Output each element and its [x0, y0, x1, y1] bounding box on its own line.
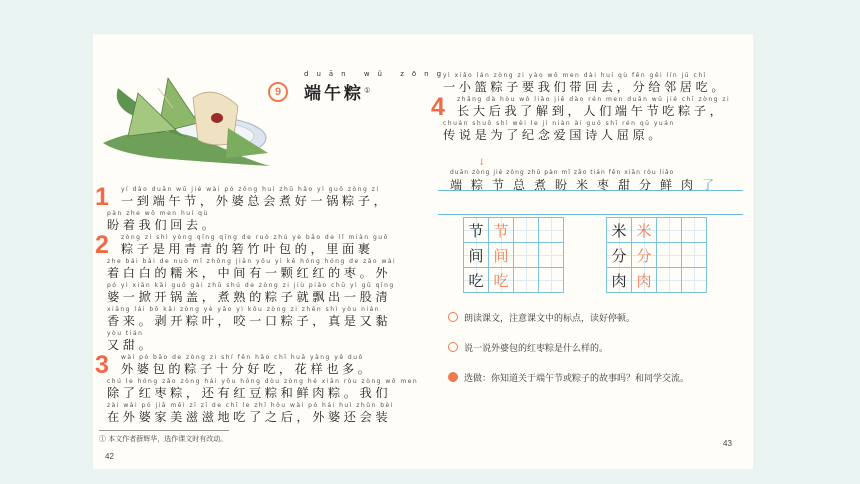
line-pinyin: zòng zi shì yòng qīng qīng de ruò zhú yè bāo de lǐ miàn guǒ — [121, 234, 389, 241]
grid-cell: 吃 — [489, 268, 514, 293]
vocab-highlight-char: 了 — [702, 178, 724, 192]
title-footnote-mark: ① — [364, 86, 374, 95]
line-text: 长大后我了解到，人们端午节吃粽子， — [457, 104, 726, 118]
line-pinyin: yí dào duān wǔ jié wài pó zǒng huì zhǔ hǎo yì guō zòng zi — [121, 186, 380, 193]
line-pinyin: pó yì xiān kāi guō gài zhǔ shú de zòng zi jiù piāo chū yì gǔ qīng — [107, 282, 395, 289]
exercise-text: 选做：你知道关于端午节或粽子的故事吗？和同学交流。 — [464, 374, 690, 384]
line-pinyin: zhǎng dà hòu wǒ liǎo jiě dào rén men duān wǔ jié chī zòng zi — [457, 96, 731, 103]
title-pinyin: duān wǔ zōng — [304, 70, 450, 78]
line-text: 着白白的糯米，中间有一颗红红的枣。外 — [107, 266, 392, 280]
lesson-number: 9 — [268, 82, 288, 102]
text-line — [121, 186, 389, 208]
line-pinyin: zài wài pó jiā měi zī zī de chī le zhī hòu wài pó hái huì zhǔn bèi — [107, 402, 394, 409]
text-line — [107, 402, 394, 424]
line-pinyin: yì xiǎo lán zòng zi yào wǒ men dài huí qù fēn gěi lín jū chī — [443, 72, 707, 79]
line-text: 粽子是用青青的箬竹叶包的，里面裹 — [121, 242, 374, 256]
grid-cell: 分 — [632, 243, 657, 268]
grid-cell — [514, 243, 539, 268]
pointer-mark-icon: ↓ — [478, 158, 486, 168]
grid-cell: 米 — [607, 218, 632, 243]
line-text: 婆一掀开锅盖，煮熟的粽子就飘出一股清 — [107, 290, 392, 304]
footnote: ① 本文作者薛辉华，选作课文时有改动。 — [99, 435, 228, 443]
vocab-rule-bottom — [438, 214, 743, 215]
line-pinyin: chú le hóng zǎo zòng hái yǒu hóng dòu zòng hé xiān ròu zòng wǒ men — [107, 378, 419, 385]
exercise-bullet-icon — [448, 372, 458, 382]
text-line — [107, 258, 396, 280]
line-text: 除了红枣粽，还有红豆粽和鲜肉粽。我们 — [107, 386, 392, 400]
grid-cell — [682, 243, 707, 268]
vocab-pinyin: duān zòng jié zǒng zhǔ pàn mǐ zǎo tián fēn xiān ròu liǎo — [450, 169, 675, 176]
line-text: 一到端午节，外婆总会煮好一锅粽子， — [121, 194, 390, 208]
line-text: 一小篮粽子要我们带回去，分给邻居吃。 — [443, 80, 728, 94]
exercise-item — [448, 341, 608, 354]
grid-cell — [682, 218, 707, 243]
footnote-divider — [99, 430, 229, 431]
grid-cell: 肉 — [607, 268, 632, 293]
exercise-item — [448, 311, 635, 324]
text-line — [107, 330, 154, 352]
vocab-chars-text: 端粽节总煮盼米枣甜分鲜肉 — [450, 178, 703, 192]
exercise-item — [448, 371, 689, 384]
line-pinyin: yòu tián — [107, 330, 144, 337]
grid-cell — [514, 218, 539, 243]
grid-cell — [539, 218, 564, 243]
text-line — [107, 210, 218, 232]
grid-cell: 肉 — [632, 268, 657, 293]
title-text: 端午粽 — [304, 84, 364, 104]
line-pinyin: chuán shuō shì wèi le jì niàn ài guó shī rén qū yuán — [443, 120, 675, 127]
paragraph-number: 1 — [95, 183, 109, 211]
grid-cell — [682, 268, 707, 293]
text-line — [121, 234, 389, 256]
line-pinyin: zhe bái bái de nuò mǐ zhōng jiān yǒu yì kē hóng hóng de zǎo wài — [107, 258, 397, 265]
paragraph-number: 4 — [431, 93, 445, 121]
writing-grid-right — [606, 217, 707, 293]
text-line — [443, 120, 675, 142]
text-line — [107, 306, 391, 328]
exercise-text: 说一说外婆包的红枣粽是什么样的。 — [464, 344, 609, 354]
grid-cell — [539, 268, 564, 293]
exercise-bullet-icon — [448, 312, 458, 322]
line-text: 外婆包的粽子十分好吃，花样也多。 — [121, 362, 374, 376]
grid-cell: 米 — [632, 218, 657, 243]
line-text: 传说是为了纪念爱国诗人屈原。 — [443, 128, 665, 142]
lesson-title — [304, 79, 373, 104]
exercise-bullet-icon — [448, 342, 458, 352]
line-pinyin: wài pó bāo de zòng zi shí fēn hǎo chī huā yàng yě duō — [121, 354, 364, 361]
grid-cell: 吃 — [464, 268, 489, 293]
grid-cell — [514, 268, 539, 293]
text-line — [107, 282, 395, 304]
writing-grid-left — [463, 217, 564, 293]
page-number-right: 43 — [723, 439, 732, 448]
line-text: 香来。剥开粽叶，咬一口粽子，真是又黏 — [107, 314, 392, 328]
grid-cell: 节 — [489, 218, 514, 243]
line-text: 在外婆家美滋滋地吃了之后，外婆还会装 — [107, 410, 392, 424]
text-line — [107, 378, 418, 400]
zongzi-illustration — [98, 68, 273, 176]
grid-cell: 间 — [464, 243, 489, 268]
text-line — [443, 72, 727, 94]
exercise-text: 朗读课文，注意课文中的标点，读好停顿。 — [464, 314, 636, 324]
line-pinyin: pàn zhe wǒ men huí qù — [107, 210, 209, 217]
grid-cell — [657, 218, 682, 243]
grid-cell — [657, 243, 682, 268]
vocab-chars — [450, 176, 723, 193]
text-line — [457, 96, 730, 118]
grid-cell: 分 — [607, 243, 632, 268]
paragraph-number: 2 — [95, 231, 109, 259]
grid-cell: 节 — [464, 218, 489, 243]
text-line — [121, 354, 374, 376]
page-number-left: 42 — [105, 452, 114, 461]
textbook-spread — [93, 34, 753, 469]
grid-cell: 间 — [489, 243, 514, 268]
grid-cell — [657, 268, 682, 293]
grid-cell — [539, 243, 564, 268]
paragraph-number: 3 — [95, 351, 109, 379]
line-text: 盼着我们回去。 — [107, 218, 218, 232]
line-text: 又甜。 — [107, 338, 155, 352]
line-pinyin: xiāng lái bō kāi zòng yè yǎo yì kǒu zòng zi zhēn shì yòu nián — [107, 306, 381, 313]
